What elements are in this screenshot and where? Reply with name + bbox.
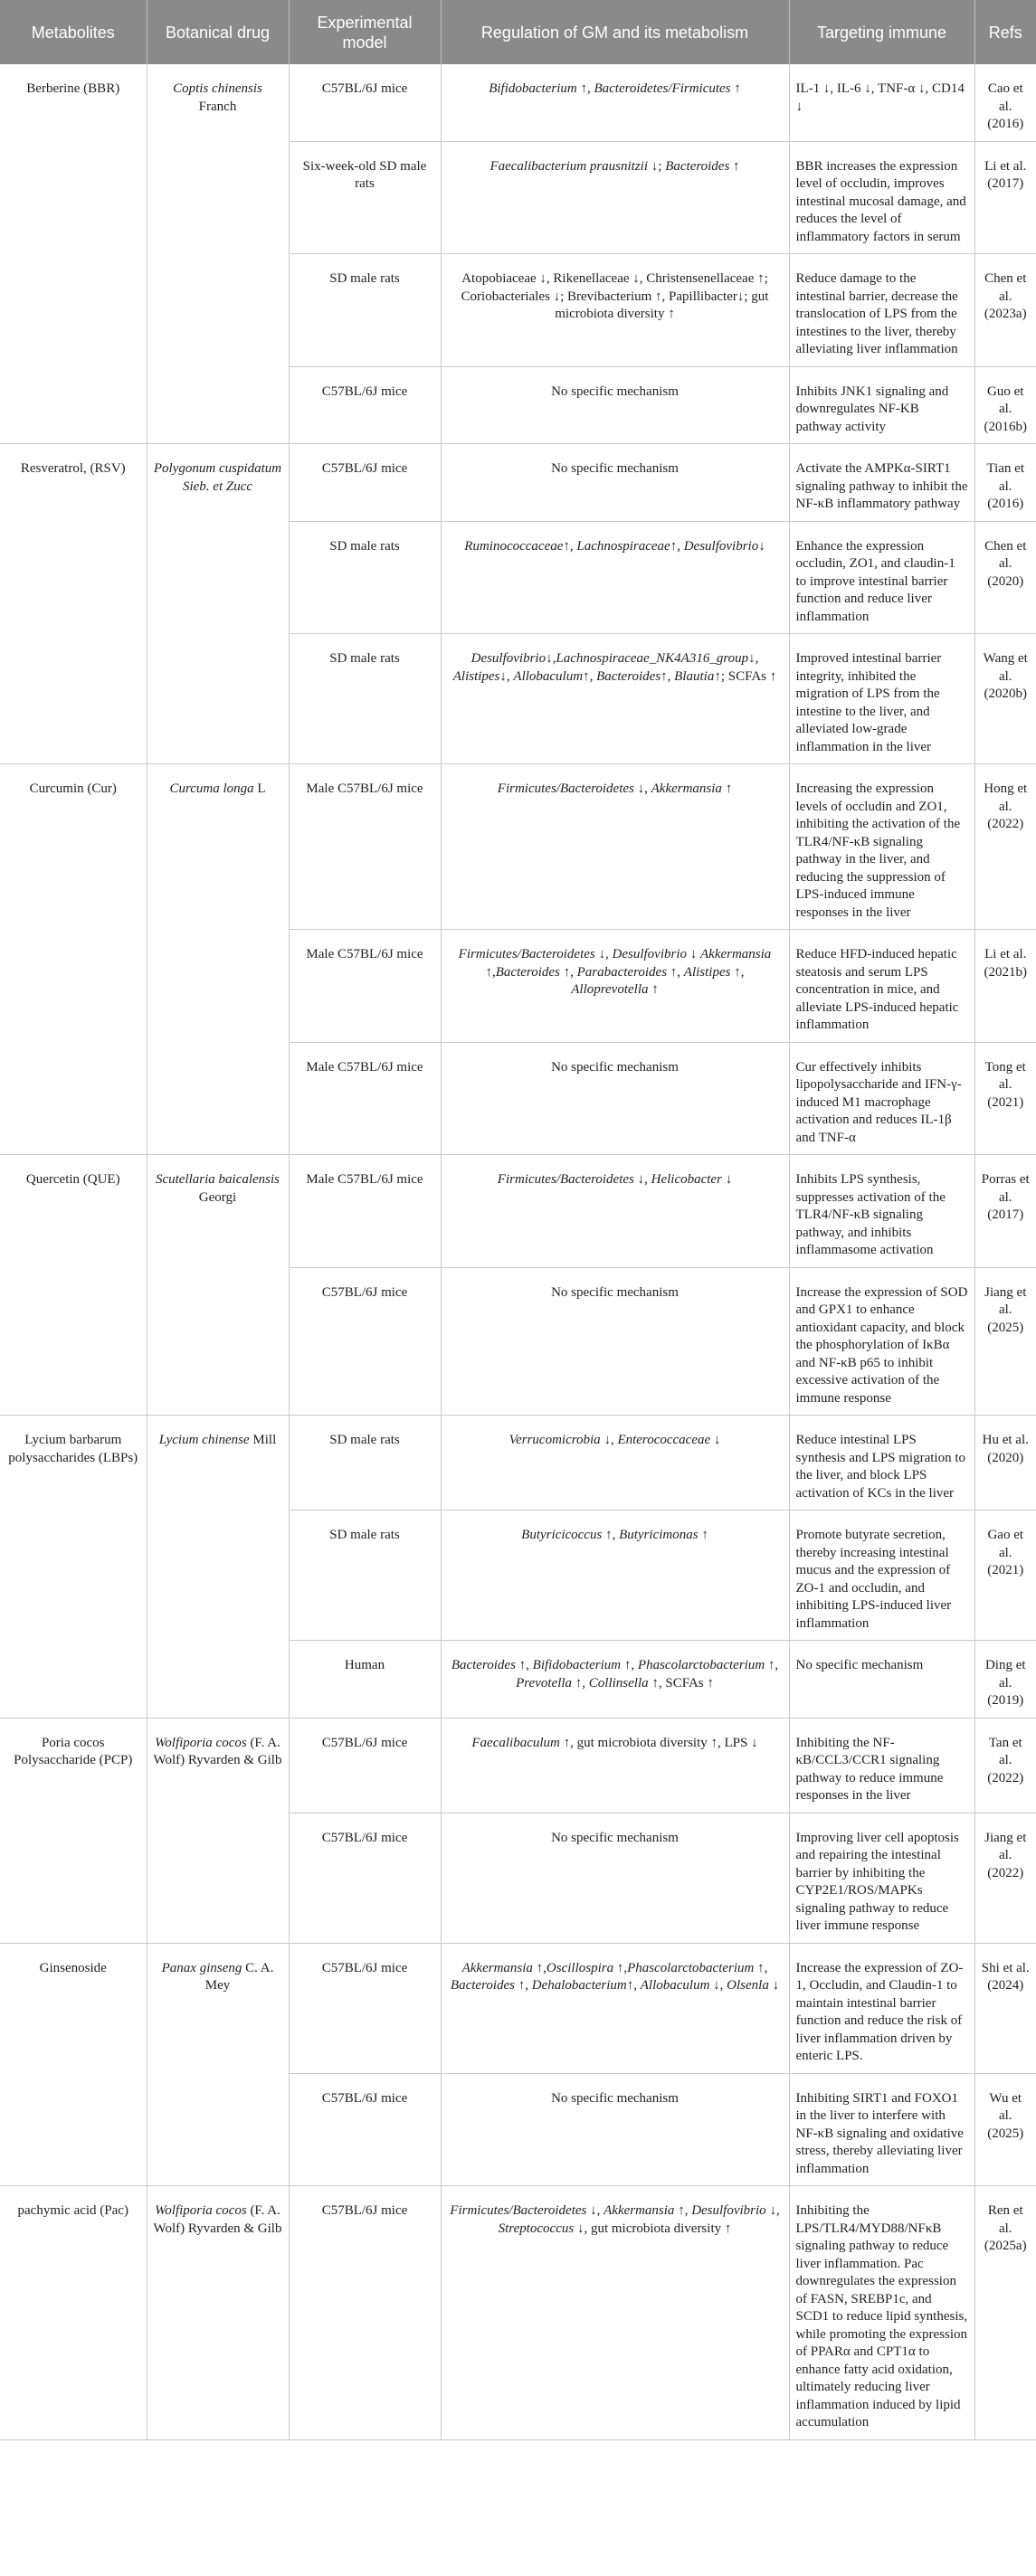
gm-regulation-cell — [441, 64, 789, 141]
taxon-italic: Wolfiporia cocos — [155, 2203, 247, 2218]
gm-regulation-cell — [441, 1155, 789, 1268]
text-run: ↓, — [586, 2203, 604, 2218]
text-run: ↑, — [485, 964, 496, 980]
header-botanical-drug: Botanical drug — [147, 0, 289, 64]
targeting-immune-cell: Inhibits LPS synthesis, suppresses activation of the TLR4/NF-κB signaling pathway, and inhibits inflammasome activation — [789, 1155, 974, 1268]
taxon-italic: Butyricicoccus — [521, 1528, 603, 1542]
taxon-italic: Panax ginseng — [161, 1960, 242, 1975]
text-run: ↑, — [626, 1978, 641, 1993]
reference-cell: Chen et al. (2020) — [974, 521, 1036, 634]
table-row — [0, 1416, 1036, 1511]
taxon-italic: Scutellaria baicalensis — [155, 1172, 280, 1187]
text-run: ↓, gut microbiota diversity ↑ — [574, 2221, 732, 2236]
text-run: ↑ — [730, 81, 741, 96]
metabolite-cell: Curcumin (Cur) — [0, 764, 147, 1155]
table-row — [0, 1943, 1036, 2073]
taxon-italic: Firmicutes/Bacteroidetes — [497, 781, 634, 796]
targeting-immune-cell: Inhibits JNK1 signaling and downregulates NF-KB pathway activity — [789, 366, 974, 444]
experimental-model-cell: SD male rats — [289, 521, 441, 634]
text-run: ↓, — [765, 2203, 780, 2218]
taxon-italic: Alistipes — [683, 964, 731, 980]
taxon-italic: Butyricimonas — [619, 1528, 699, 1542]
text-run: No specific mechanism — [551, 2090, 679, 2106]
table-row — [0, 64, 1036, 141]
reference-cell: Hong et al. (2022) — [974, 764, 1036, 930]
text-run: ↓ — [687, 947, 700, 961]
experimental-model-cell: C57BL/6J mice — [289, 1813, 441, 1943]
gm-regulation-cell — [441, 521, 789, 634]
reference-cell: Cao et al. (2016) — [974, 64, 1036, 141]
text-run: ↑; SCFAs ↑ — [714, 668, 777, 684]
text-run: ↑ — [648, 982, 659, 997]
text-run: ↑, — [572, 1675, 589, 1690]
experimental-model-cell: Human — [289, 1641, 441, 1719]
experimental-model-cell: C57BL/6J mice — [289, 366, 441, 444]
taxon-italic: Helicobacter — [651, 1172, 722, 1187]
header-regulation-gm: Regulation of GM and its metabolism — [441, 0, 789, 64]
targeting-immune-cell: Cur effectively inhibits lipopolysaccharide and IFN-γ-induced M1 macrophage activation and reduces IL-1β and TNF-α — [789, 1042, 974, 1155]
text-run: ↑, — [670, 538, 684, 554]
taxon-italic: Desulfovibrio — [470, 651, 547, 666]
text-run: ↓, — [633, 1172, 651, 1187]
taxon-italic: Collinsella — [588, 1675, 649, 1690]
text-run: ↑, — [532, 1960, 547, 1975]
reference-cell: Wang et al. (2020b) — [974, 634, 1036, 764]
text-run: No specific mechanism — [551, 1059, 679, 1075]
table-row — [0, 2186, 1036, 2440]
table-row — [0, 764, 1036, 930]
reference-cell: Hu et al. (2020) — [974, 1416, 1036, 1511]
gm-regulation-cell — [441, 1416, 789, 1511]
text-run: C. A. Mey — [204, 1960, 274, 1993]
targeting-immune-cell: Inhibiting the NF-κB/CCL3/CCR1 signaling pathway to reduce immune responses in the liver — [789, 1718, 974, 1813]
taxon-italic: Lachnospiraceae — [576, 538, 670, 554]
reference-cell: Tan et al. (2022) — [974, 1718, 1036, 1813]
text-run: ↓, — [748, 651, 759, 666]
taxon-italic: Verrucomicrobia — [508, 1433, 601, 1447]
text-run: ↓, — [600, 1433, 618, 1447]
gm-regulation-cell — [441, 366, 789, 444]
gm-regulation-cell — [441, 2073, 789, 2186]
text-run: ↑, — [621, 1658, 638, 1672]
taxon-italic: Firmicutes/Bacteroidetes — [450, 2203, 587, 2218]
taxon-italic: Ruminococcaceae — [464, 538, 564, 554]
experimental-model-cell: Male C57BL/6J mice — [289, 764, 441, 930]
experimental-model-cell: Male C57BL/6J mice — [289, 1042, 441, 1155]
experimental-model-cell: C57BL/6J mice — [289, 1718, 441, 1813]
targeting-immune-cell: Reduce damage to the intestinal barrier, decrease the translocation of LPS from the intestines to the liver, thereby alleviating liver inflammation — [789, 254, 974, 367]
text-run: No specific mechanism — [551, 1284, 679, 1300]
targeting-immune-cell: Inhibiting SIRT1 and FOXO1 in the liver to interfere with NF-κB signaling and oxidative stress, thereby alleviating liver inflammation — [789, 2073, 974, 2186]
taxon-italic: Parabacteroides — [576, 964, 668, 980]
text-run: ↑, — [613, 1960, 628, 1975]
text-run: ↓ — [710, 1433, 721, 1447]
experimental-model-cell: SD male rats — [289, 634, 441, 764]
text-run: ↑, — [515, 1978, 532, 1993]
taxon-italic: Allobaculum — [640, 1978, 710, 1993]
taxon-italic: Dehalobacterium — [531, 1978, 627, 1993]
reference-cell: Shi et al. (2024) — [974, 1943, 1036, 2073]
text-run: ↑, — [667, 964, 684, 980]
taxon-italic: Firmicutes/Bacteroidetes — [497, 1172, 634, 1187]
targeting-immune-cell: IL-1 ↓, IL-6 ↓, TNF-α ↓, CD14 ↓ — [789, 64, 974, 141]
botanical-drug-cell — [147, 64, 289, 444]
reference-cell: Tong et al. (2021) — [974, 1042, 1036, 1155]
botanical-drug-cell — [147, 444, 289, 764]
text-run: ↓, — [633, 781, 651, 796]
taxon-italic: Curcuma longa — [169, 781, 254, 796]
text-run: ↑, SCFAs ↑ — [648, 1675, 714, 1690]
taxon-italic: Oscillospira — [546, 1960, 614, 1975]
experimental-model-cell: C57BL/6J mice — [289, 444, 441, 522]
text-run: ↑, — [602, 1528, 620, 1542]
reference-cell: Porras et al. (2017) — [974, 1155, 1036, 1268]
targeting-immune-cell: Improving liver cell apoptosis and repairing the intestinal barrier by inhibiting the CYP2E1/ROS/MAPKs signaling pathway to reduce liver immune response — [789, 1813, 974, 1943]
botanical-drug-cell — [147, 2186, 289, 2440]
experimental-model-cell: Six-week-old SD male rats — [289, 141, 441, 254]
taxon-italic: Akkermansia — [461, 1960, 533, 1975]
text-run: Atopobiaceae ↓, Rikenellaceae ↓, Christensenellaceae ↑; Coriobacteriales ↓; Brevibacterium ↑, Papillibacter↓; gut microbiota diversity ↑ — [461, 271, 769, 321]
metabolite-cell: pachymic acid (Pac) — [0, 2186, 147, 2440]
taxon-italic: Allobaculum — [513, 668, 584, 684]
reference-cell: Ding et al. (2019) — [974, 1641, 1036, 1719]
reference-cell: Tian et al. (2016) — [974, 444, 1036, 522]
taxon-italic: Faecalibaculum — [471, 1735, 560, 1750]
targeting-immune-cell: Reduce HFD-induced hepatic steatosis and serum LPS concentration in mice, and alleviate LPS-induced hepatic inflammation — [789, 930, 974, 1043]
reference-cell: Ren et al. (2025a) — [974, 2186, 1036, 2440]
text-run: (F. A. Wolf) Ryvarden & Gilb — [153, 1735, 282, 1767]
experimental-model-cell: C57BL/6J mice — [289, 1943, 441, 2073]
metabolite-cell: Resveratrol, (RSV) — [0, 444, 147, 764]
taxon-italic: Akkermansia — [604, 2203, 675, 2218]
botanical-drug-cell — [147, 1416, 289, 1719]
text-run: ↓ — [758, 538, 765, 554]
taxon-italic: Bacteroides — [450, 1978, 516, 1993]
taxon-italic: Lycium chinense — [158, 1433, 250, 1447]
taxon-italic: Desulfovibrio — [612, 947, 687, 961]
text-run: ↓, — [709, 1978, 727, 1993]
text-run: ↑ — [698, 1528, 708, 1542]
text-run: ↑, gut microbiota diversity ↑, LPS ↓ — [559, 1735, 758, 1750]
gm-regulation-cell — [441, 141, 789, 254]
text-run: ↑, — [583, 668, 597, 684]
targeting-immune-cell: Inhibiting the LPS/TLR4/MYD88/NFκB signaling pathway to reduce liver inflammation. Pac downregulates the expression of FASN, SREBP1c, and SCD1 to reduce lipid synthesis, while promoting the expression of PPARα and CPT1α to enhance fatty acid oxidation, ultimately reducing liver inflammation induced by lipid accumulation — [789, 2186, 974, 2440]
taxon-italic: Desulfovibrio — [691, 2203, 766, 2218]
taxon-italic: Wolfiporia cocos — [155, 1735, 247, 1750]
text-run: ↓, — [546, 651, 556, 666]
gm-regulation-cell — [441, 634, 789, 764]
header-metabolites: Metabolites — [0, 0, 147, 64]
taxon-italic: Blautia — [674, 668, 715, 684]
taxon-italic: Coptis chinensis — [173, 81, 262, 96]
targeting-immune-cell: Promote butyrate secretion, thereby increasing intestinal mucus and the expression of ZO-1 and occludin, and inhibiting LPS-induced liver inflammation — [789, 1511, 974, 1641]
gm-regulation-cell — [441, 254, 789, 367]
header-targeting-immune: Targeting immune — [789, 0, 974, 64]
text-run: ↓, — [499, 668, 514, 684]
text-run: ↑ — [721, 781, 733, 796]
gm-regulation-cell — [441, 764, 789, 930]
table-row — [0, 1718, 1036, 1813]
text-run: ↑, — [754, 1960, 768, 1975]
gm-regulation-cell — [441, 1813, 789, 1943]
text-run: ↑, — [661, 668, 675, 684]
metabolite-cell: Berberine (BBR) — [0, 64, 147, 444]
reference-cell: Guo et al. (2016b) — [974, 366, 1036, 444]
experimental-model-cell: SD male rats — [289, 1416, 441, 1511]
text-run: ↓; — [648, 158, 666, 174]
taxon-italic: Olsenla — [727, 1978, 769, 1993]
experimental-model-cell: C57BL/6J mice — [289, 2073, 441, 2186]
text-run: No specific mechanism — [551, 384, 679, 399]
metabolite-cell: Quercetin (QUE) — [0, 1155, 147, 1416]
targeting-immune-cell: Increasing the expression levels of occludin and ZO1, inhibiting the activation of the TLR4/NF-κB signaling pathway in the liver, and reducing the suppression of LPS-induced immune responses in the liver — [789, 764, 974, 930]
botanical-drug-cell — [147, 1155, 289, 1416]
text-run: ↑, — [576, 81, 594, 96]
header-row — [0, 0, 1036, 64]
taxon-italic: Polygonum cuspidatum Sieb. et Zucc — [153, 461, 282, 494]
text-run: Georgi — [198, 1189, 237, 1205]
text-run: ↓ — [721, 1172, 733, 1187]
taxon-italic: Akkermansia — [651, 781, 722, 796]
text-run: L — [253, 781, 266, 796]
targeting-immune-cell: Reduce intestinal LPS synthesis and LPS migration to the liver, and block LPS activation of KCs in the liver — [789, 1416, 974, 1511]
gm-regulation-cell — [441, 444, 789, 522]
taxon-italic: Bacteroidetes/Firmicutes — [594, 81, 731, 96]
reference-cell: Wu et al. (2025) — [974, 2073, 1036, 2186]
reference-cell: Jiang et al. (2025) — [974, 1267, 1036, 1416]
table-body — [0, 64, 1036, 2439]
botanical-drug-cell — [147, 764, 289, 1155]
taxon-italic: Bacteroides — [665, 158, 730, 174]
text-run: ↓ — [768, 1978, 780, 1993]
taxon-italic: Bifidobacterium — [489, 81, 577, 96]
table-row — [0, 1155, 1036, 1268]
reference-cell: Li et al. (2021b) — [974, 930, 1036, 1043]
table-row — [0, 444, 1036, 522]
targeting-immune-cell: Increase the expression of SOD and GPX1 to enhance antioxidant capacity, and block the phosphorylation of IκBα and NF-κB p65 to inhibit excessive activation of the immune response — [789, 1267, 974, 1416]
targeting-immune-cell: Activate the AMPKα-SIRT1 signaling pathway to inhibit the NF-κB inflammatory pathway — [789, 444, 974, 522]
text-run: No specific mechanism — [551, 461, 679, 476]
gm-regulation-cell — [441, 1511, 789, 1641]
text-run: ↑, — [730, 964, 745, 980]
taxon-italic: Faecalibacterium prausnitzii — [489, 158, 649, 174]
gm-regulation-cell — [441, 1267, 789, 1416]
targeting-immune-cell: No specific mechanism — [789, 1641, 974, 1719]
experimental-model-cell: SD male rats — [289, 1511, 441, 1641]
header-experimental-model: Experimental model — [289, 0, 441, 64]
taxon-italic: Phascolarctobacterium — [637, 1658, 765, 1672]
text-run: ↓, — [594, 947, 613, 961]
taxon-italic: Alloprevotella — [571, 982, 649, 997]
experimental-model-cell: C57BL/6J mice — [289, 64, 441, 141]
gm-regulation-cell — [441, 2186, 789, 2440]
targeting-immune-cell: Improved intestinal barrier integrity, inhibited the migration of LPS from the intestine to the liver, and alleviated low-grade inflammation in the liver — [789, 634, 974, 764]
taxon-italic: Bifidobacterium — [532, 1658, 622, 1672]
targeting-immune-cell: Increase the expression of ZO-1, Occludin, and Claudin-1 to maintain intestinal barrier function and reduce the risk of liver inflammation driven by enteric LPS. — [789, 1943, 974, 2073]
gm-regulation-cell — [441, 1641, 789, 1719]
gm-regulation-cell — [441, 930, 789, 1043]
text-run: ↑ — [729, 158, 740, 174]
taxon-italic: Streptococcus — [498, 2221, 575, 2236]
experimental-model-cell: SD male rats — [289, 254, 441, 367]
gm-regulation-cell — [441, 1718, 789, 1813]
text-run: Franch — [198, 99, 237, 114]
botanical-drug-cell — [147, 1943, 289, 2186]
header-refs: Refs — [974, 0, 1036, 64]
reference-cell: Jiang et al. (2022) — [974, 1813, 1036, 1943]
text-run: ↑, — [515, 1658, 533, 1672]
targeting-immune-cell: BBR increases the expression level of occludin, improves intestinal mucosal damage, and reduces the level of inflammatory factors in serum — [789, 141, 974, 254]
gm-regulation-cell — [441, 1943, 789, 2073]
reference-cell: Chen et al. (2023a) — [974, 254, 1036, 367]
text-run: Mill — [249, 1433, 277, 1447]
text-run: ↑, — [563, 538, 577, 554]
targeting-immune-cell: Enhance the expression occludin, ZO1, and claudin-1 to improve intestinal barrier function and reduce liver inflammation — [789, 521, 974, 634]
reference-cell: Gao et al. (2021) — [974, 1511, 1036, 1641]
taxon-italic: Phascolarctobacterium — [627, 1960, 755, 1975]
taxon-italic: Bacteroides — [451, 1658, 516, 1672]
experimental-model-cell: C57BL/6J mice — [289, 2186, 441, 2440]
taxon-italic: Prevotella — [516, 1675, 573, 1690]
taxon-italic: Bacteroides — [495, 964, 560, 980]
taxon-italic: Desulfovibrio — [683, 538, 759, 554]
experimental-model-cell: Male C57BL/6J mice — [289, 1155, 441, 1268]
metabolite-cell: Poria cocos Polysaccharide (PCP) — [0, 1718, 147, 1943]
text-run: No specific mechanism — [551, 1830, 679, 1845]
experimental-model-cell: C57BL/6J mice — [289, 1267, 441, 1416]
reference-cell: Li et al. (2017) — [974, 141, 1036, 254]
gm-regulation-cell — [441, 1042, 789, 1155]
text-run: (F. A. Wolf) Ryvarden & Gilb — [153, 2203, 282, 2236]
taxon-italic: Akkermansia — [700, 947, 772, 961]
taxon-italic: Enterococcaceae — [617, 1433, 711, 1447]
text-run: ↑, — [765, 1658, 779, 1672]
text-run: ↑, — [674, 2203, 692, 2218]
botanical-drug-cell — [147, 1718, 289, 1943]
metabolite-cell: Lycium barbarum polysaccharides (LBPs) — [0, 1416, 147, 1719]
experimental-model-cell: Male C57BL/6J mice — [289, 930, 441, 1043]
taxon-italic: Firmicutes/Bacteroidetes — [458, 947, 595, 961]
taxon-italic: Bacteroides — [596, 668, 661, 684]
taxon-italic: Lachnospiraceae_NK4A316_group — [556, 651, 749, 666]
taxon-italic: Alistipes — [452, 668, 500, 684]
text-run: ↑, — [559, 964, 577, 980]
metabolite-cell: Ginsenoside — [0, 1943, 147, 2186]
